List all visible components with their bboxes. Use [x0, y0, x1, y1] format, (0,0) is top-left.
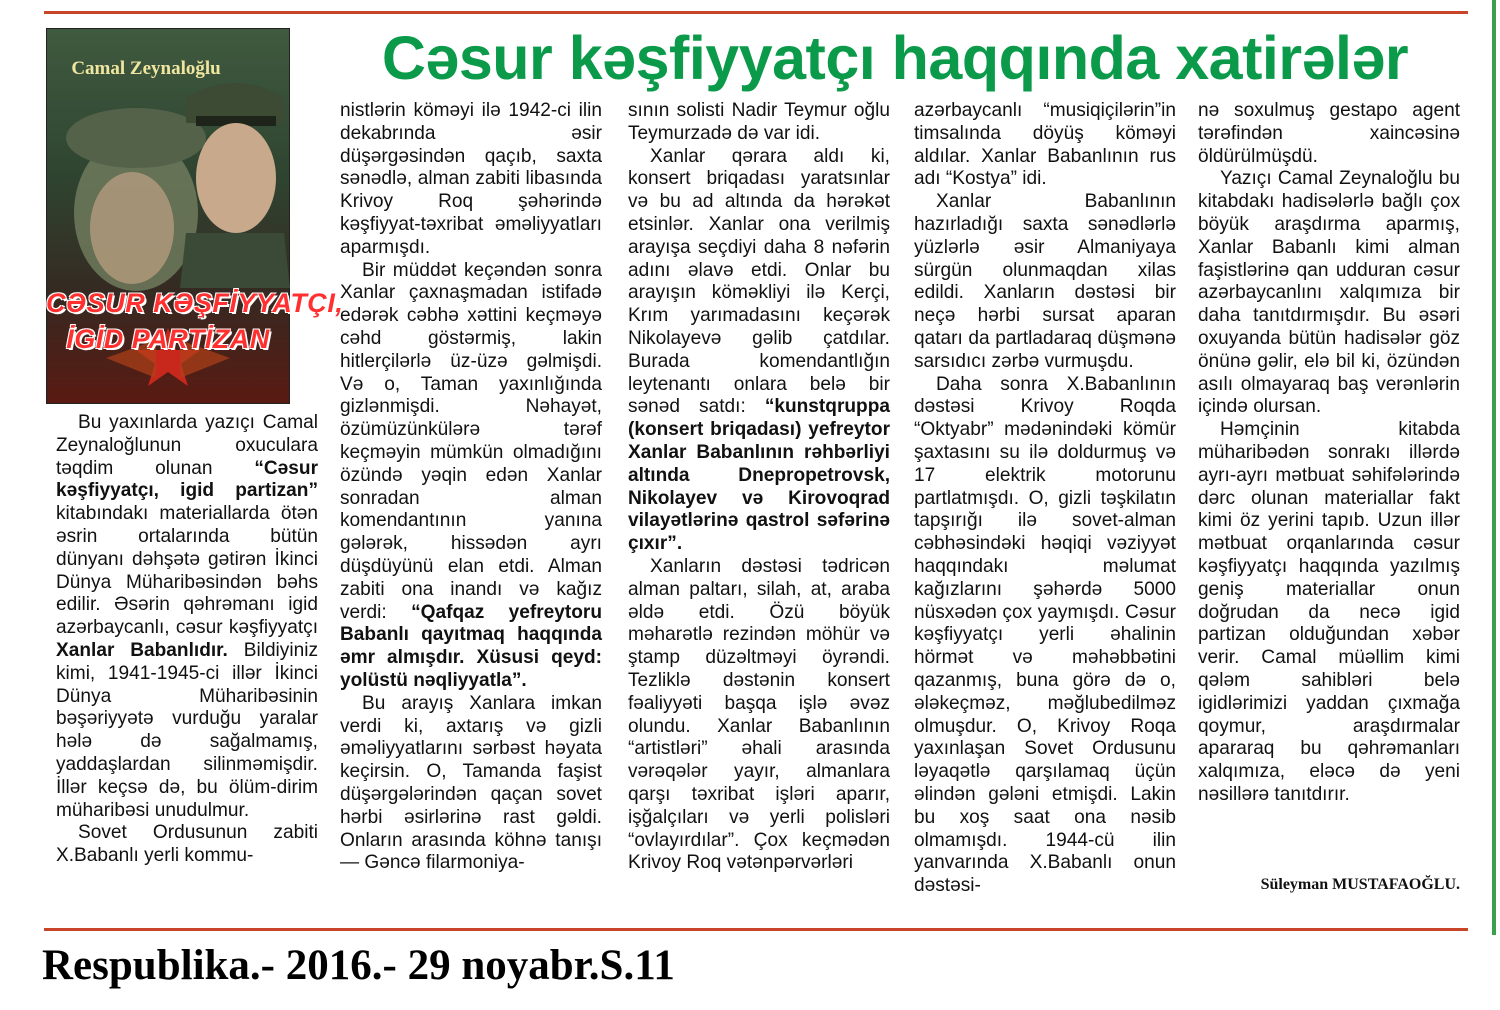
text-run: Bildiyiniz kimi, 1941-1945-ci illər İkinci Dünya Müharibəsinin bəşəriyyətə vurduğu yaralar hələ də sağalmamış, yaddaşlardan silinməmişdir. İllər keçsə də, bu ölüm-dirim müharibəsi unudulmur. [56, 639, 318, 821]
top-rule [44, 11, 1468, 14]
text-run: Həmçinin kitabda müharibədən sonrakı illərdə ayrı-ayrı mətbuat səhifələrində dərc olunan materiallar fakt kimi öz yerini tapıb. Uzun illər mətbuat orqanlarında cəsur kəşfiyyatçı haqqında yazılmış geniş materiallar onun doğrudan da necə igid partizan olduğundan xəbər verir. Camal müəllim kimi qələm sahibləri belə igidlərimizi yaddan çıxmağa qoymur, araşdırmalar apararaq bu qəhrəmanları xalqımıza, eləcə də yeni nəsillərə tanıtdırır. [1198, 419, 1460, 805]
paragraph [628, 556, 890, 875]
text-column-1 [56, 412, 318, 868]
paragraph [628, 100, 890, 146]
text-column-5 [1198, 100, 1460, 807]
text-column-2 [340, 100, 602, 875]
text-run: Yazıçı Camal Zeynaloğlu bu kitabdakı hadisələrlə bağlı çox böyük araşdırma aparmış, Xanlar Babanlı kimi alman faşistlərinə qan udduran cəsur azərbaycanlını xalqımıza bir daha tanıtdırmışdır. Bu əsəri oxuyanda bütün hadisələr göz önünə gəlir, elə bil ki, özündən asılı olmayaraq baş verənlərin içində olursan. [1198, 168, 1460, 418]
paragraph [914, 191, 1176, 373]
paragraph [1198, 100, 1460, 168]
article-author: Süleyman MUSTAFAOĞLU. [1260, 876, 1460, 893]
article-headline: Cəsur kəşfiyyatçı haqqında xatirələr [381, 24, 1409, 92]
book-cover-image [46, 28, 344, 404]
bold-text-run: “kunstqruppa (konsert briqadası) yefreytor Xanlar Babanlının rəhbərliyi altında Dnepropetrovsk, Nikolayev və Kirovoqrad vilayətlərinə qastrol səfərinə çıxır”. [628, 396, 890, 555]
cover-title-line2: İGİD PARTİZAN [66, 324, 270, 354]
text-run: nistlərin köməyi ilə 1942-ci ilin dekabrında əsir düşərgəsindən qaçıb, saxta sənədlə, alman zabiti libasında Krivoy Roq şəhərində kəşfiyyat-təxribat əməliyyatları aparmışdı. [340, 100, 602, 258]
bold-text-run: “Cəsur kəşfiyyatçı, igid partizan” [56, 457, 318, 502]
paragraph [1198, 419, 1460, 807]
cover-author: Camal Zeynaloğlu [71, 58, 221, 79]
paragraph [56, 412, 318, 822]
cover-title-line1: CƏSUR KƏŞFİYYATÇI, [46, 288, 344, 318]
text-run: Xanlar Babanlının hazırladığı saxta sənədlərlə yüzlərlə əsir Almaniyaya sürgün olunmaqdan xilas edildi. Xanların dəstəsi bir neçə hərbi sursat aparan qatarı da partladaraq düşmənə sarsıdıcı zərbə vurmuşdu. [914, 191, 1176, 372]
paragraph [56, 822, 318, 868]
bold-text-run: Xanlar Babanlıdır. [56, 639, 228, 661]
side-rule [1492, 0, 1496, 935]
paragraph [1198, 168, 1460, 419]
paragraph [914, 100, 1176, 191]
paragraph [340, 100, 602, 260]
source-citation: Respublika.- 2016.- 29 noyabr.S.11 [42, 942, 675, 989]
text-run: azərbaycanlı “musiqiçilərin”in timsalında döyüş köməyi aldılar. Xanlar Babanlının rus adı “Kostya” idi. [914, 100, 1176, 190]
text-run: nə soxulmuş gestapo agent tərəfindən xaincəsinə öldürülmüşdü. [1198, 100, 1460, 167]
paragraph [340, 693, 602, 875]
bold-text-run: “Qafqaz yefreytoru Babanlı qayıtmaq haqqında əmr almışdır. Xüsusi qeyd: yolüstü nəqliyyatla”. [340, 601, 603, 691]
bottom-rule [44, 928, 1468, 931]
text-column-3 [628, 100, 890, 875]
text-run: Bu yaxınlarda yazıçı Camal Zeynaloğlunun oxuculara təqdim olunan [56, 412, 318, 479]
text-column-4 [914, 100, 1176, 898]
text-run: kitabındakı materiallarda ötən əsrin ortalarında bütün dünyanı dəhşətə gətirən İkinci Dünya Müharibəsindən bəhs edilir. Əsərin qəhrəmanı igid azərbaycanlı, cəsur kəşfiyyatçı [56, 503, 318, 639]
text-run: Xanlar qərara aldı ki, konsert briqadası yaratsınlar və bu ad altında da hərəkət etsinlər. Xanlar ona verilmiş arayışa seçdiyi daha 8 nəfərin adını əlavə etdi. Onlar bu arayışın köməkliyi ilə Kerçi, Krım yarımadasını keçərək Nikolayevə gəlib çatdılar. Burada komendantlığın leytenantı onlara belə bir sənəd satdı: [628, 145, 890, 418]
paragraph [340, 260, 602, 693]
text-run: Xanların dəstəsi tədricən alman paltarı, silah, at, araba əldə etdi. Özü böyük məharətlə rezindən möhür və ştamp düzəltməyi öyrəndi. Tezliklə dəstənin konsert fəaliyyəti başqa işlə əvəz olundu. Xanlar Babanlının “artistləri” əhali arasında vərəqələr yayır, almanlara qarşı təxribat işləri aparır, işğalçıları və yerli polisləri “ovlayırdılar”. Çox keçmədən Krivoy Roq vətənpərvərləri [628, 555, 890, 874]
paragraph [628, 146, 890, 556]
paragraph [914, 374, 1176, 898]
text-run: Daha sonra X.Babanlının dəstəsi Krivoy Roqda “Oktyabr” mədənindəki kömür şaxtasını su ilə doldurmuş və 17 elektrik motorunu partlatmışdı. O, gizli təşkilatın tapşırığı ilə sovet-alman cəbhəsindəki həqiqi vəziyyət haqqındakı məlumat kağızlarını şəhərdə 5000 nüsxədən çox yaymışdı. Cəsur kəşfiyyatçı yerli əhalinin hörmət və məhəbbətini qazanmış, buna görə də o, ələkeçməz, məğlubedilməz olmuşdur. O, Krivoy Roqa yaxınlaşan Sovet Ordusunu ləyaqətlə qarşılamaq üçün əlindən gələni etmişdi. Lakin bu xoş saat ona nəsib olmamışdı. 1944-cü ilin yanvarında X.Babanlı onun dəstəsi- [914, 373, 1176, 897]
text-run: Bir müddət keçəndən sonra Xanlar çaxnaşmadan istifadə edərək cəbhə xəttini keçməyə cəhd göstərmiş, lakin hitlerçilərlə üz-üzə gəlmişdi. Və o, Taman yaxınlığında gizlənmişdi. Nəhayət, özümüzünkülərə tərəf keçməyin mümkün olmadığını özündə yəqin edən Xanlar sonradan alman komendantının yanına gələrək, hissədən ayrı düşdüyünü elan etdi. Alman zabiti ona inandı və kağız verdi: [340, 259, 602, 623]
text-run: sının solisti Nadir Teymur oğlu Teymurzadə də var idi. [628, 100, 890, 144]
text-run: Bu arayış Xanlara imkan verdi ki, axtarış və gizli əməliyyatlarını sərbəst həyata keçirsin. O, Tamanda faşist düşərgələrindən qaçan sovet hərbi əsirlərinə rast gəldi. Onların arasında köhnə tanışı — Gəncə filarmoniya- [340, 692, 602, 874]
text-run: Sovet Ordusunun zabiti X.Babanlı yerli kommu- [56, 822, 318, 867]
